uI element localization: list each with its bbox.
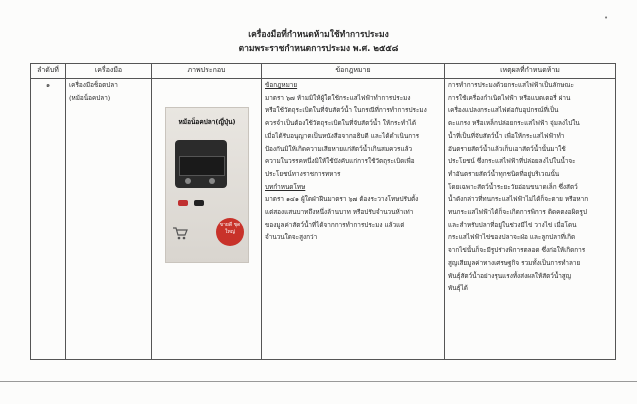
law-line: ควรจำเป็นต้องใช้วัตถุระเบิดในที่จับสัตว์น้ำ ให้กระทำได้ bbox=[265, 119, 417, 128]
table-header-row bbox=[31, 64, 616, 79]
penalty-line: จำนวนใดจะสูงกว่า bbox=[265, 233, 318, 242]
reason-line: ตะแกรง หรือเหล็กปล่อยกระแสไฟฟ้า จุ่มลงไปใน bbox=[448, 119, 580, 128]
header-illustration: ภาพประกอบ bbox=[152, 64, 262, 79]
prohibited-tools-table bbox=[30, 63, 616, 360]
penalty-line: แต่สองแสนบาทถึงหนึ่งล้านบาท หรือปรับจำนวนห้าเท่า bbox=[265, 208, 414, 217]
corner-mark: • bbox=[604, 14, 609, 22]
penalty-heading: บทกำหนดโทษ bbox=[265, 182, 306, 191]
reason-line: การทำการประมงด้วยกระแสไฟฟ้าเป็นลักษณะ bbox=[448, 81, 574, 89]
illustration-cell bbox=[152, 79, 262, 360]
device-knob bbox=[185, 178, 191, 184]
header-tool: เครื่องมือ bbox=[66, 64, 152, 79]
table-row bbox=[31, 79, 616, 360]
fish-shocker-photo bbox=[165, 107, 249, 263]
reason-line: ทำอันตรายสัตว์น้ำทุกชนิดที่อยู่บริเวณนั้น bbox=[448, 169, 560, 178]
reason-line: น้ำดังกล่าวที่ทนกระแสไฟฟ้าไม่ได้ก็จะตาย หรือหาก bbox=[448, 195, 589, 204]
reason-line: และสำหรับปลาที่อยู่ในช่วงมีไข่ วางไข่ เมื่อโดน bbox=[448, 220, 577, 229]
header-law: ข้อกฎหมาย bbox=[262, 64, 445, 79]
law-line: เมื่อได้รับอนุญาตเป็นหนังสือจากอธิบดี และได้ดำเนินการ bbox=[265, 131, 420, 140]
law-line: หรือใช้วัตถุระเบิดในที่จับสัตว์น้ำ ในกรณีที่การทำการประมง bbox=[265, 106, 427, 115]
black-clamp-image bbox=[194, 200, 204, 206]
reason-line: อันตรายสัตว์น้ำแล้วเก็บเอาสัตว์น้ำนั้นมาใช้ bbox=[448, 144, 566, 153]
cart-icon bbox=[172, 226, 188, 240]
law-line: ป้องกันมิให้เกิดความเสียหายแก่สัตว์น้ำเกินสมควรแล้ว bbox=[265, 144, 413, 153]
law-line: ประโยชน์ทางราชการทหาร bbox=[265, 169, 341, 178]
reason-line: โดยเฉพาะสัตว์น้ำระยะวัยอ่อนขนาดเล็ก ซึ่งสัตว์ bbox=[448, 182, 578, 191]
inverter-device-image bbox=[175, 140, 227, 188]
reason-line: เครื่องแปลงกระแสไฟต่อกับอุปกรณ์ที่เป็น bbox=[448, 106, 559, 115]
device-display-panel bbox=[179, 156, 225, 176]
row-number: ๑ bbox=[31, 79, 66, 360]
page-bottom-divider bbox=[0, 381, 637, 382]
reason-cell bbox=[445, 79, 616, 360]
reason-line: พันธุ์ได้ bbox=[448, 284, 468, 293]
tool-name: เครื่องมือช็อตปลา bbox=[69, 81, 118, 89]
reason-line: จากไข่นั้นก็จะมีรูปร่างพิการตลอด ซึ่งก่อให้เกิดการ bbox=[448, 246, 586, 255]
penalty-line: ของมูลค่าสัตว์น้ำที่ได้จากการทำการประมง แล้วแต่ bbox=[265, 220, 405, 229]
bestseller-badge: ขายดี ชุดใหญ่ bbox=[216, 218, 244, 246]
reason-line: น้ำที่เป็นที่จับสัตว์น้ำ เพื่อให้กระแสไฟฟ้าทำ bbox=[448, 131, 565, 140]
red-clamp-image bbox=[178, 200, 188, 206]
photo-caption: หม้อน็อคปลา(ญี่ปุ่น) bbox=[178, 118, 236, 126]
reason-line: พันธุ์สัตว์น้ำอย่างรุนแรงทั้งส่งผลให้สัตว์น้ำสูญ bbox=[448, 271, 572, 280]
law-line: ความในวรรคหนึ่งมิให้ใช้บังคับแก่การใช้วัตถุระเบิดเพื่อ bbox=[265, 157, 415, 166]
document-title: เครื่องมือที่กำหนดห้ามใช้ทำการประมง bbox=[248, 30, 389, 40]
header-number: ลำดับที่ bbox=[31, 64, 66, 79]
document-subtitle: ตามพระราชกำหนดการประมง พ.ศ. ๒๕๕๘ bbox=[238, 44, 399, 54]
reason-line: การใช้เครื่องกำเนิดไฟฟ้า หรือแบตเตอรี่ ผ่าน bbox=[448, 93, 571, 102]
penalty-line: มาตรา ๑๔๑ ผู้ใดฝ่าฝืนมาตรา ๖๗ ต้องระวางโทษปรับตั้ง bbox=[265, 195, 419, 204]
reason-line: สูญเสียมูลค่าทางเศรษฐกิจ รวมทั้งเป็นการทำลาย bbox=[448, 258, 581, 267]
reason-line: กระแสไฟฟ้าไข่ของปลาจะฝ่อ และลูกปลาที่เกิด bbox=[448, 233, 576, 242]
law-line: มาตรา ๖๗ ห้ามมิให้ผู้ใดใช้กระแสไฟฟ้าทำการประมง bbox=[265, 93, 411, 102]
device-knob bbox=[209, 178, 215, 184]
reason-line: ประโยชน์ ซึ่งกระแสไฟฟ้าที่ปล่อยลงไปในน้ำจะ bbox=[448, 157, 576, 166]
law-cell bbox=[262, 79, 445, 360]
reason-line: ทนกระแสไฟฟ้าได้ก็จะเกิดการพิการ ติดคตงอผิดรูป bbox=[448, 208, 587, 217]
header-reason: เหตุผลที่กำหนดห้าม bbox=[445, 64, 616, 79]
tool-alias: (หม้อน็อคปลา) bbox=[69, 93, 111, 102]
law-heading: ข้อกฎหมาย bbox=[265, 81, 298, 89]
tool-cell bbox=[66, 79, 152, 360]
